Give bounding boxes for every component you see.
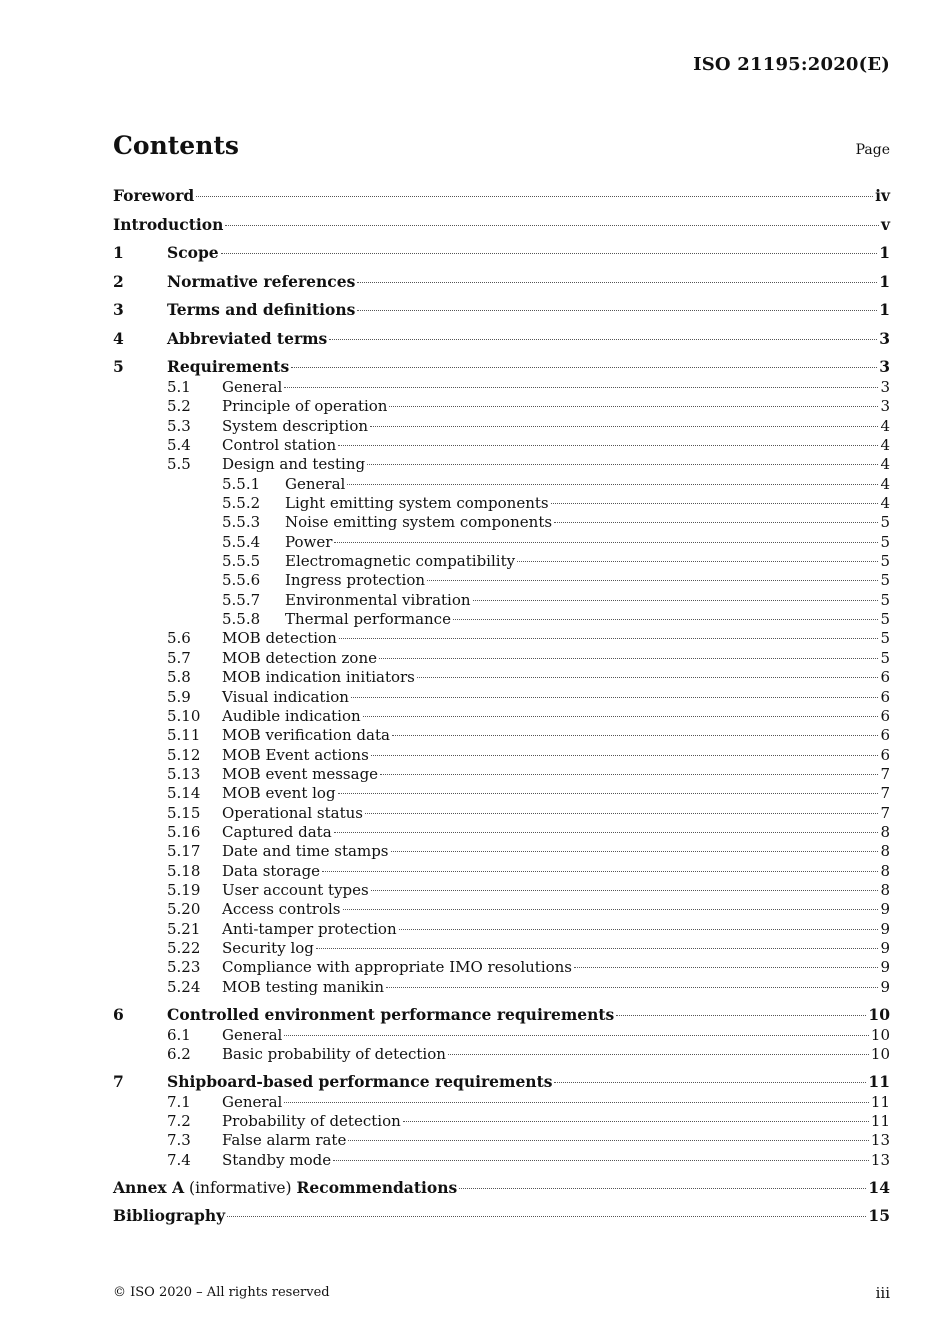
toc-entry-number: 5.10 [167,706,201,725]
toc-entry-title[interactable]: Environmental vibration [285,590,471,609]
toc-entry-page: 6 [880,668,890,687]
toc-entry-number: 5.17 [167,842,201,861]
toc-entry[interactable] [113,299,890,321]
dot-leader [196,194,873,197]
footer-page-number: iii [875,1284,890,1302]
toc-entry-title[interactable]: MOB testing manikin [222,977,385,996]
dot-leader [453,617,879,620]
toc-entry-number: 5.19 [167,880,201,899]
toc-entry-page: v [880,214,890,234]
dot-leader [367,462,878,465]
toc-entry-title[interactable]: Shipboard-based performance requirements [167,1071,553,1091]
toc-entry[interactable] [113,1151,890,1170]
toc-entry-number: 5.23 [167,958,201,977]
toc-entry-title[interactable]: Thermal performance [285,610,451,629]
dot-leader [343,907,879,910]
toc-entry-page: 7 [880,784,890,803]
toc-entry[interactable] [113,475,890,494]
dot-leader [284,1100,869,1103]
toc-entry-number: 5.15 [167,803,201,822]
toc-entry-page: 8 [880,822,890,841]
toc-entry-page: 5 [880,571,890,590]
dot-leader [371,888,879,891]
toc-entry-page: 8 [880,880,890,899]
toc-entry[interactable] [113,242,890,264]
toc-entry[interactable] [113,455,890,474]
toc-entry[interactable] [113,571,890,590]
table-of-contents [113,185,890,1227]
toc-entry-number: 1 [113,243,124,262]
dot-leader [386,985,878,988]
toc-entry-page: 13 [870,1150,890,1169]
toc-entry[interactable] [113,494,890,513]
toc-entry[interactable] [113,436,890,455]
toc-entry[interactable] [113,862,890,881]
toc-entry[interactable] [113,978,890,997]
toc-entry-page: 9 [880,977,890,996]
toc-entry-number: 5.12 [167,745,201,764]
toc-entry-number: 5.20 [167,900,201,919]
toc-entry-title[interactable]: Visual indication [222,687,349,706]
toc-entry-title[interactable] [113,1177,457,1199]
toc-entry-title[interactable]: Compliance with appropriate IMO resolutions [222,958,573,977]
toc-entry-title[interactable]: General [222,378,283,396]
toc-entry-number: 7.2 [167,1112,191,1131]
toc-entry-page: 3 [879,357,890,376]
toc-entry-number: 4 [113,328,124,348]
dot-leader [225,223,879,226]
toc-entry[interactable] [113,784,890,803]
dot-leader [322,869,878,872]
page-title: Contents [113,131,240,160]
toc-entry-number: 5.22 [167,938,201,957]
toc-entry-title[interactable]: Captured data [222,822,332,841]
toc-entry-title[interactable]: Terms and definitions [167,300,356,319]
toc-entry-page: 8 [880,842,890,861]
toc-entry-page: 1 [879,243,890,262]
toc-entry[interactable] [113,629,890,648]
toc-entry-title[interactable]: Date and time stamps [222,842,389,861]
toc-entry-page: 11 [868,1071,890,1091]
toc-entry-page: 14 [868,1177,890,1197]
toc-entry-page: 15 [868,1206,890,1226]
toc-entry-page: 7 [880,764,890,783]
toc-entry[interactable] [113,214,890,236]
toc-entry-page: 9 [880,938,890,957]
dot-leader [379,656,878,659]
toc-entry-page: 6 [880,726,890,745]
toc-entry-page: 11 [870,1092,890,1111]
annex-type: (informative) [184,1178,297,1197]
toc-entry-number: 6.1 [167,1025,191,1044]
toc-entry-page: 6 [880,706,890,725]
toc-entry-title[interactable]: Design and testing [222,455,366,474]
toc-entry-title[interactable]: Introduction [113,214,224,234]
page-column-label: Page [855,142,890,158]
toc-entry-title[interactable]: MOB verification data [222,726,390,745]
dot-leader [357,280,877,283]
dot-leader [357,308,877,311]
toc-entry-number: 5.5.6 [222,571,261,590]
toc-entry-title[interactable]: MOB Event actions [222,745,369,764]
toc-entry-page: 6 [880,745,890,764]
toc-entry-title[interactable]: MOB event log [222,784,336,803]
dot-leader [473,598,879,601]
toc-entry-page: 3 [880,378,890,396]
toc-entry-page: 9 [880,900,890,919]
toc-entry-title[interactable]: Electromagnetic compatibility [285,552,516,571]
toc-entry-number: 5.5.8 [222,610,261,629]
toc-entry[interactable] [113,881,890,900]
toc-entry-title[interactable]: MOB detection [222,629,337,648]
toc-entry-number: 5.5.2 [222,494,261,513]
toc-entry-title[interactable]: Probability of detection [222,1112,401,1131]
toc-entry[interactable] [113,649,890,668]
toc-entry[interactable] [113,746,890,765]
toc-entry-title[interactable]: MOB indication initiators [222,668,415,687]
dot-leader [427,578,878,581]
toc-entry-page: 5 [880,648,890,667]
toc-entry-page: 4 [880,474,890,493]
toc-entry[interactable] [113,378,890,397]
dot-leader [334,540,878,543]
toc-entry[interactable] [113,920,890,939]
toc-entry-page: 9 [880,919,890,938]
toc-entry-title[interactable]: General [285,474,346,493]
toc-entry[interactable] [113,842,890,861]
copyright-notice: © ISO 2020 – All rights reserved [113,1285,330,1300]
dot-leader [329,337,877,340]
toc-entry-title[interactable]: MOB event message [222,764,379,783]
toc-entry-title[interactable]: User account types [222,880,369,899]
toc-entry[interactable] [113,668,890,687]
toc-entry-number: 6 [113,1004,124,1024]
dot-leader [371,753,879,756]
toc-entry-number: 5.5.4 [222,532,261,551]
dot-leader [574,965,878,968]
toc-entry[interactable] [113,1026,890,1045]
dot-leader [417,675,879,678]
toc-entry-page: 4 [880,436,890,455]
toc-entry-number: 5.7 [167,648,191,667]
toc-entry-title[interactable]: Control station [222,436,337,455]
toc-entry-title[interactable]: Basic probability of detection [222,1044,446,1063]
toc-entry-number: 5.6 [167,629,191,648]
toc-entry-title[interactable]: Requirements [167,357,290,376]
toc-entry[interactable] [113,1093,890,1112]
toc-entry[interactable] [113,1071,890,1093]
toc-entry-title[interactable]: Audible indication [222,706,361,725]
toc-entry-title[interactable]: Bibliography [113,1206,226,1226]
dot-leader [363,714,879,717]
dot-leader [551,501,879,504]
annex-title: Recommendations [296,1177,458,1197]
toc-entry-number: 5.9 [167,687,191,706]
toc-entry[interactable] [113,1045,890,1064]
toc-entry[interactable] [113,1004,890,1026]
toc-entry-number: 5.5.1 [222,474,261,493]
dot-leader [348,1138,869,1141]
toc-entry-page: 6 [880,687,890,706]
toc-entry-title[interactable]: Standby mode [222,1150,332,1169]
toc-entry[interactable] [113,958,890,977]
dot-leader [316,946,879,949]
toc-entry-title[interactable]: General [222,1025,283,1044]
toc-entry-title[interactable]: Data storage [222,861,321,880]
dot-leader [347,482,878,485]
toc-entry-number: 5.21 [167,919,201,938]
dot-leader [284,1033,869,1036]
toc-entry-title[interactable]: Light emitting system components [285,494,549,513]
dot-leader [403,1119,869,1122]
toc-entry-title[interactable]: Security log [222,938,314,957]
dot-leader [351,695,879,698]
toc-entry-number: 5.16 [167,822,201,841]
toc-entry-title[interactable]: Operational status [222,803,363,822]
toc-entry-page: 7 [880,803,890,822]
toc-entry-page: iv [875,186,890,205]
toc-entry[interactable] [113,397,890,416]
toc-entry-number: 2 [113,271,124,291]
dot-leader [365,811,878,814]
toc-entry[interactable] [113,1131,890,1150]
toc-entry-page: 5 [880,610,890,629]
toc-entry[interactable] [113,688,890,707]
dot-leader [291,365,877,368]
toc-entry-number: 7.4 [167,1150,191,1169]
dot-leader [389,404,878,407]
toc-entry-number: 3 [113,300,124,319]
dot-leader [392,733,879,736]
toc-entry-number: 5.18 [167,861,201,880]
toc-entry-number: 7 [113,1071,124,1091]
dot-leader [338,791,879,794]
toc-entry-title[interactable]: Access controls [222,900,341,919]
toc-entry-number: 6.2 [167,1044,191,1063]
dot-leader [370,424,878,427]
toc-entry-title[interactable]: Principle of operation [222,397,388,416]
toc-entry-number: 5.13 [167,764,201,783]
toc-entry[interactable] [113,610,890,629]
dot-leader [334,830,879,833]
toc-entry-number: 5.11 [167,726,201,745]
toc-entry-page: 5 [880,629,890,648]
toc-entry-title[interactable]: Scope [167,243,219,262]
toc-entry[interactable] [113,726,890,745]
toc-entry-title[interactable]: Anti-tamper protection [222,919,397,938]
dot-leader [448,1052,869,1055]
toc-entry-title[interactable]: Foreword [113,186,195,205]
toc-entry-page: 11 [870,1112,890,1131]
toc-entry-page: 5 [880,513,890,532]
toc-entry[interactable] [113,185,890,207]
toc-entry[interactable] [113,765,890,784]
toc-entry[interactable] [113,823,890,842]
toc-entry-title[interactable]: False alarm rate [222,1131,347,1150]
toc-entry-number: 5.4 [167,436,191,455]
toc-entry-page: 1 [879,300,890,319]
toc-entry[interactable] [113,533,890,552]
dot-leader [227,1214,866,1217]
toc-entry-number: 7.3 [167,1131,191,1150]
toc-entry-number: 5.24 [167,977,201,996]
toc-entry-number: 5.5.7 [222,590,261,609]
toc-entry-page: 5 [880,552,890,571]
toc-entry[interactable] [113,707,890,726]
dot-leader [459,1186,866,1189]
toc-entry-title[interactable]: General [222,1092,283,1111]
toc-entry-page: 10 [870,1025,890,1044]
toc-entry-number: 5.5 [167,455,191,474]
toc-entry-number: 5.2 [167,397,191,416]
toc-entry-title[interactable]: Controlled environment performance requirements [167,1004,615,1024]
toc-entry-page: 3 [879,328,890,348]
toc-entry-title[interactable]: Abbreviated terms [167,328,328,348]
toc-entry[interactable] [113,1205,890,1227]
toc-entry-title[interactable]: Power [285,532,333,551]
toc-entry[interactable] [113,591,890,610]
toc-entry-page: 9 [880,958,890,977]
toc-entry-number: 5.5.3 [222,513,261,532]
dot-leader [221,251,878,254]
toc-entry-page: 1 [879,271,890,291]
toc-entry-page: 4 [880,416,890,435]
toc-entry[interactable] [113,417,890,436]
dot-leader [380,772,878,775]
toc-entry-number: 5.14 [167,784,201,803]
toc-entry-title[interactable]: Normative references [167,271,356,291]
toc-entry-title[interactable]: MOB detection zone [222,648,377,667]
toc-entry[interactable] [113,271,890,293]
toc-entry[interactable] [113,900,890,919]
toc-entry-page: 4 [880,455,890,474]
toc-entry[interactable] [113,939,890,958]
toc-entry-page: 13 [870,1131,890,1150]
toc-entry-number: 5 [113,357,124,376]
dot-leader [284,385,878,388]
toc-entry-title[interactable]: Noise emitting system components [285,513,553,532]
toc-entry[interactable] [113,1177,890,1199]
toc-entry-number: 7.1 [167,1092,191,1111]
toc-entry[interactable] [113,328,890,350]
toc-entry-page: 8 [880,861,890,880]
dot-leader [338,443,878,446]
dot-leader [554,520,878,523]
toc-entry-number: 5.5.5 [222,552,261,571]
dot-leader [616,1013,866,1016]
toc-entry-page: 5 [880,590,890,609]
toc-entry-page: 3 [880,397,890,416]
toc-entry-page: 10 [868,1004,890,1024]
toc-entry[interactable] [113,552,890,571]
dot-leader [333,1158,869,1161]
annex-label: Annex A [113,1177,185,1197]
toc-entry[interactable] [113,513,890,532]
toc-entry-page: 4 [880,494,890,513]
dot-leader [391,849,879,852]
toc-entry-title[interactable]: Ingress protection [285,571,426,590]
dot-leader [399,927,879,930]
toc-entry-number: 5.1 [167,378,191,396]
dot-leader [339,636,879,639]
toc-entry[interactable] [113,804,890,823]
dot-leader [517,559,878,562]
dot-leader [554,1080,866,1083]
toc-entry-page: 5 [880,532,890,551]
toc-entry-title[interactable]: System description [222,416,369,435]
toc-entry-number: 5.8 [167,668,191,687]
document-id: ISO 21195:2020(E) [693,54,890,75]
toc-entry[interactable] [113,1112,890,1131]
toc-entry-number: 5.3 [167,416,191,435]
toc-entry-page: 10 [870,1044,890,1063]
toc-entry[interactable] [113,356,890,378]
